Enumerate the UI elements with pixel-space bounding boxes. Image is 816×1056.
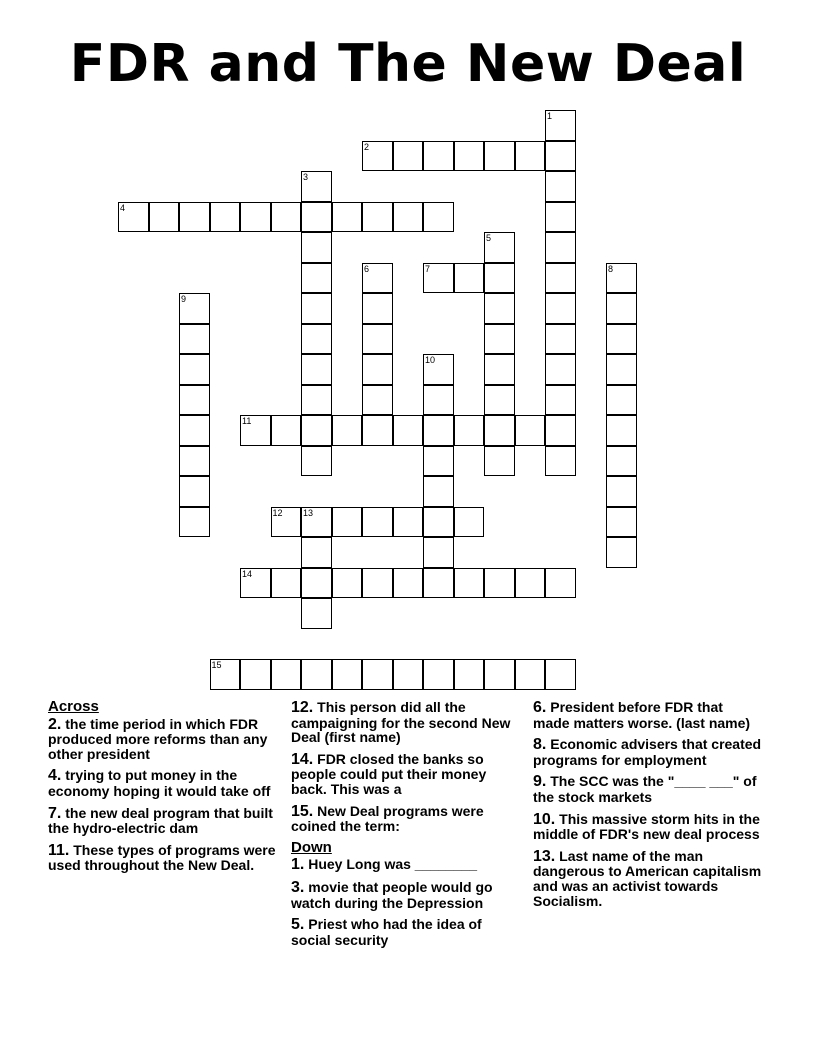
- down-clue-3: 3. movie that people would go watch during the Depression: [291, 878, 493, 911]
- grid-cell[interactable]: [393, 415, 424, 446]
- across-clue-7: 7. the new deal program that built the hydro-electric dam: [48, 804, 273, 837]
- grid-cell[interactable]: [301, 354, 332, 385]
- grid-cell[interactable]: [393, 202, 424, 233]
- down-clue-5: 5. Priest who had the idea of social security: [291, 916, 482, 948]
- grid-cell[interactable]: [301, 598, 332, 629]
- clue-number: 4: [120, 202, 126, 213]
- grid-cell[interactable]: [606, 263, 637, 294]
- across-heading: Across: [48, 698, 99, 715]
- down-heading: Down: [291, 838, 332, 856]
- grid-cell[interactable]: [454, 568, 485, 599]
- grid-cell[interactable]: [515, 141, 546, 172]
- puzzle-title: FDR and The New Deal: [69, 34, 747, 94]
- grid-cell[interactable]: [423, 446, 454, 477]
- grid-cell[interactable]: [545, 446, 576, 477]
- grid-cell[interactable]: [240, 568, 271, 599]
- grid-cell[interactable]: [454, 141, 485, 172]
- grid-cell[interactable]: [484, 385, 515, 416]
- grid-cell[interactable]: [484, 141, 515, 172]
- across-clue-15: 15. New Deal programs were coined the term:: [291, 802, 484, 835]
- grid-cell[interactable]: [149, 202, 180, 233]
- grid-cell[interactable]: [271, 202, 302, 233]
- grid-cell[interactable]: [301, 507, 332, 538]
- grid-cell[interactable]: [179, 507, 210, 538]
- grid-cell[interactable]: [301, 324, 332, 355]
- grid-cell[interactable]: [332, 415, 363, 446]
- grid-cell[interactable]: [362, 263, 393, 294]
- clue-number: 8: [608, 263, 614, 274]
- grid-cell[interactable]: [454, 263, 485, 294]
- clue-number: 3: [303, 172, 309, 182]
- grid-cell[interactable]: [454, 415, 485, 446]
- grid-cell[interactable]: [240, 659, 271, 690]
- grid-cell[interactable]: [606, 446, 637, 477]
- grid-cell[interactable]: [606, 385, 637, 416]
- grid-cell[interactable]: [301, 171, 332, 202]
- grid-cell[interactable]: [515, 415, 546, 446]
- clue-number: 15: [211, 660, 222, 670]
- grid-cell[interactable]: [179, 324, 210, 355]
- grid-cell[interactable]: [423, 507, 454, 538]
- grid-cell[interactable]: [454, 659, 485, 690]
- grid-cell[interactable]: [118, 202, 149, 233]
- grid-cell[interactable]: [606, 507, 637, 538]
- grid-cell[interactable]: [362, 507, 393, 538]
- clue-number: 10: [425, 355, 436, 365]
- grid-cell[interactable]: [484, 415, 515, 446]
- clue-column-2: [291, 700, 523, 954]
- grid-cell[interactable]: [362, 354, 393, 385]
- grid-cell[interactable]: [271, 659, 302, 690]
- grid-cell[interactable]: [301, 568, 332, 599]
- grid-cell[interactable]: [484, 568, 515, 599]
- clue-number: 7: [425, 263, 431, 274]
- grid-cell[interactable]: [362, 415, 393, 446]
- grid-cell[interactable]: [301, 537, 332, 568]
- grid-cell[interactable]: [362, 202, 393, 233]
- grid-cell[interactable]: [484, 446, 515, 477]
- grid-cell[interactable]: [484, 232, 515, 263]
- grid-cell[interactable]: [332, 659, 363, 690]
- grid-cell[interactable]: [362, 568, 393, 599]
- grid-cell[interactable]: [301, 415, 332, 446]
- grid-cell[interactable]: [301, 446, 332, 477]
- clue-number: 2: [364, 141, 370, 152]
- grid-cell[interactable]: [515, 568, 546, 599]
- grid-cell[interactable]: [606, 476, 637, 507]
- grid-cell[interactable]: [210, 659, 241, 690]
- grid-cell[interactable]: [271, 507, 302, 538]
- grid-cell[interactable]: [210, 202, 241, 233]
- clue-column-3: [533, 700, 763, 915]
- grid-cell[interactable]: [606, 415, 637, 446]
- grid-cell[interactable]: [393, 568, 424, 599]
- grid-cell[interactable]: [179, 354, 210, 385]
- grid-cell[interactable]: [545, 263, 576, 294]
- grid-cell[interactable]: [515, 659, 546, 690]
- grid-cell[interactable]: [301, 263, 332, 294]
- clue-column-1: [48, 700, 284, 880]
- grid-cell[interactable]: [545, 141, 576, 172]
- down-clue-13: 13. Last name of the man dangerous to American capitalism and was an activist towards Socialism.: [533, 847, 762, 909]
- grid-cell[interactable]: [545, 659, 576, 690]
- grid-cell[interactable]: [423, 141, 454, 172]
- grid-cell[interactable]: [240, 415, 271, 446]
- across-clue-11: 11. These types of programs were used throughout the New Deal.: [48, 841, 276, 874]
- grid-cell[interactable]: [271, 415, 302, 446]
- clue-number: 6: [364, 263, 370, 274]
- grid-cell[interactable]: [423, 568, 454, 599]
- grid-cell[interactable]: [332, 568, 363, 599]
- grid-cell[interactable]: [240, 202, 271, 233]
- down-clue-8: 8. Economic advisers that created programs for employment: [533, 736, 762, 768]
- grid-cell[interactable]: [179, 385, 210, 416]
- clue-number: 9: [181, 294, 187, 304]
- grid-cell[interactable]: [606, 537, 637, 568]
- grid-cell[interactable]: [301, 202, 332, 233]
- grid-cell[interactable]: [545, 415, 576, 446]
- grid-cell[interactable]: [179, 415, 210, 446]
- grid-cell[interactable]: [423, 537, 454, 568]
- grid-cell[interactable]: [545, 354, 576, 385]
- clue-number: 1: [547, 111, 553, 121]
- grid-cell[interactable]: [332, 507, 363, 538]
- grid-cell[interactable]: [545, 293, 576, 324]
- grid-cell[interactable]: [606, 324, 637, 355]
- grid-cell[interactable]: [362, 324, 393, 355]
- grid-cell[interactable]: [545, 202, 576, 233]
- grid-cell[interactable]: [423, 415, 454, 446]
- grid-cell[interactable]: [332, 202, 363, 233]
- down-clue-6: 6. President before FDR that made matters worse. (last name): [533, 699, 751, 731]
- across-clue-14: 14. FDR closed the banks so people could put their money back. This was a: [291, 750, 487, 797]
- grid-cell[interactable]: [179, 446, 210, 477]
- grid-cell[interactable]: [454, 507, 485, 538]
- grid-cell[interactable]: [606, 293, 637, 324]
- grid-cell[interactable]: [545, 324, 576, 355]
- clue-number: 5: [486, 233, 492, 243]
- grid-cell[interactable]: [362, 293, 393, 324]
- across-clue-12: 12. This person did all the campaigning for the second New Deal (first name): [291, 699, 511, 746]
- grid-cell[interactable]: [179, 476, 210, 507]
- across-clue-4: 4. trying to put money in the economy hoping it would take off: [48, 767, 271, 799]
- grid-cell[interactable]: [271, 568, 302, 599]
- down-clue-1: 1. Huey Long was ________: [291, 856, 478, 874]
- grid-cell[interactable]: [423, 354, 454, 385]
- clue-number: 12: [272, 507, 283, 518]
- across-clue-2: 2. the time period in which FDR produced more reforms than any other president: [48, 715, 268, 762]
- down-clue-9: 9. The SCC was the "____ ___" of the stock markets: [533, 773, 757, 805]
- grid-cell[interactable]: [301, 385, 332, 416]
- grid-cell[interactable]: [545, 568, 576, 599]
- grid-cell[interactable]: [423, 263, 454, 294]
- grid-cell[interactable]: [179, 202, 210, 233]
- grid-cell[interactable]: [301, 293, 332, 324]
- down-clue-10: 10. This massive storm hits in the middle of FDR's new deal process: [533, 810, 760, 843]
- grid-cell[interactable]: [301, 232, 332, 263]
- clue-number: 14: [242, 568, 253, 579]
- grid-cell[interactable]: [484, 659, 515, 690]
- grid-cell[interactable]: [423, 476, 454, 507]
- grid-cell[interactable]: [545, 385, 576, 416]
- grid-cell[interactable]: [393, 141, 424, 172]
- grid-cell[interactable]: [423, 659, 454, 690]
- grid-cell[interactable]: [362, 659, 393, 690]
- grid-cell[interactable]: [606, 354, 637, 385]
- grid-cell[interactable]: [545, 232, 576, 263]
- clue-number: 13: [303, 507, 314, 518]
- clue-number: 11: [242, 416, 252, 426]
- grid-cell[interactable]: [179, 293, 210, 324]
- grid-cell[interactable]: [484, 263, 515, 294]
- grid-cell[interactable]: [423, 202, 454, 233]
- grid-cell[interactable]: [362, 385, 393, 416]
- grid-cell[interactable]: [362, 141, 393, 172]
- grid-cell[interactable]: [484, 354, 515, 385]
- grid-cell[interactable]: [545, 171, 576, 202]
- grid-cell[interactable]: [423, 385, 454, 416]
- grid-cell[interactable]: [484, 293, 515, 324]
- grid-cell[interactable]: [393, 507, 424, 538]
- grid-cell[interactable]: [301, 659, 332, 690]
- grid-cell[interactable]: [393, 659, 424, 690]
- grid-cell[interactable]: [545, 110, 576, 141]
- grid-cell[interactable]: [484, 324, 515, 355]
